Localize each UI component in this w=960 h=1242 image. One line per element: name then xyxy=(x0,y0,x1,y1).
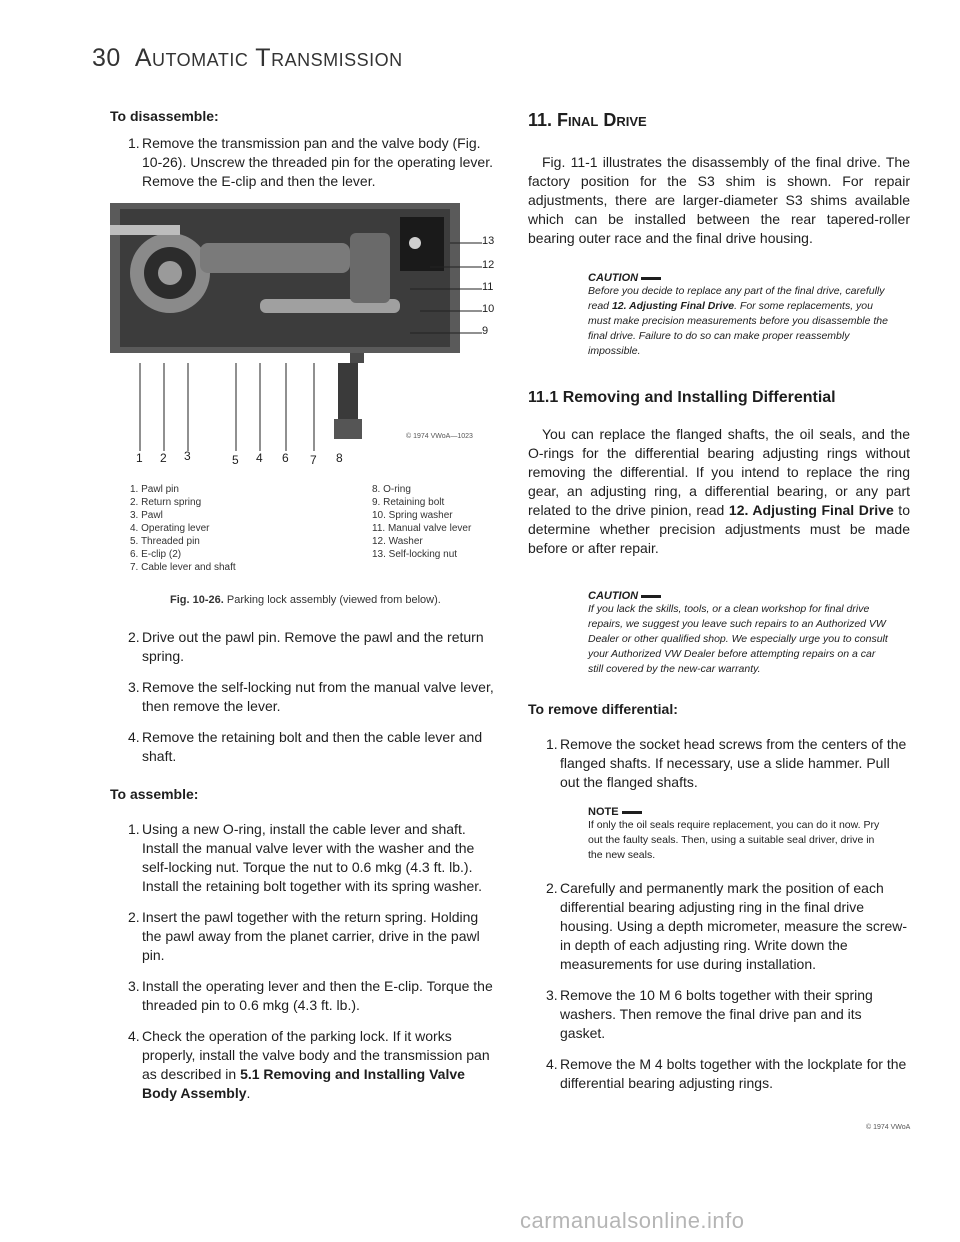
remove-differential-heading: To remove differential: xyxy=(528,701,678,717)
figure-copyright: © 1974 VWoA—1023 xyxy=(406,433,473,440)
callout-7: 7 xyxy=(310,453,317,467)
legend-item: 8. O-ring xyxy=(372,484,411,495)
legend-item: 10. Spring washer xyxy=(372,510,453,521)
page-number: 30 xyxy=(92,44,121,72)
callout-3: 3 xyxy=(184,449,191,463)
parking-lock-illustration xyxy=(110,203,500,363)
callout-9: 9 xyxy=(482,325,489,337)
caution-text: Before you decide to replace any part of the final drive, carefully read 12. Adjusting Final Drive. For some replacements, you must make precision measurements before you disassemble the final drive. Failure to do so can make proper reassembly impossible. xyxy=(588,285,888,357)
disassemble-step-2: 2. Drive out the pawl pin. Remove the pawl and the return spring. xyxy=(128,629,484,664)
callout-10: 10 xyxy=(482,303,495,315)
remove-step-3: 3. Remove the 10 M 6 bolts together with their spring washers. Then remove the final drive pan and its gasket. xyxy=(546,987,873,1041)
cross-reference: 5.1 Removing and Installing Valve Body Assembly xyxy=(142,1066,465,1101)
legend-item: 6. E-clip (2) xyxy=(130,549,182,560)
left-column xyxy=(110,108,500,1115)
note-text: If only the oil seals require replacement, you can do it now. Pry out the faulty seals. Then, using a suitable seal driver, drive in the new seals. xyxy=(588,819,880,861)
disassemble-step-4: 4. Remove the retaining bolt and then the cable lever and shaft. xyxy=(128,729,483,764)
disassemble-step-1: 1. Remove the transmission pan and the valve body (Fig. 10-26). Unscrew the threaded pin for the operating lever. Remove the E-clip and then the lever. xyxy=(128,135,493,189)
note-box xyxy=(588,806,888,863)
assemble-heading: To assemble: xyxy=(110,786,199,802)
callout-4: 4 xyxy=(256,451,263,465)
page-header xyxy=(92,44,403,73)
legend-item: 5. Threaded pin xyxy=(130,536,200,547)
legend-column-2 xyxy=(372,483,471,561)
remove-step-1: 1. Remove the socket head screws from the centers of the flanged shafts. If necessary, use a slide hammer. Pull out the flanged shafts. xyxy=(546,736,907,790)
legend-item: 3. Pawl xyxy=(130,510,163,521)
figure-lower xyxy=(110,363,500,483)
remove-step-4: 4. Remove the M 4 bolts together with the lockplate for the differential bearing adjusting rings. xyxy=(546,1056,907,1091)
figure-legend xyxy=(110,483,500,588)
legend-item: 9. Retaining bolt xyxy=(372,497,445,508)
disassemble-step-3: 3. Remove the self-locking nut from the manual valve lever, then remove the lever. xyxy=(128,679,494,714)
legend-item: 12. Washer xyxy=(372,536,423,547)
leader-lines xyxy=(110,363,500,463)
figure-parking-lock xyxy=(110,203,500,363)
remove-step-2: 2. Carefully and permanently mark the position of each differential bearing adjusting ring in the final drive housing. Using a depth micrometer, measure the screw-in depth of each adjusting ring. Write down the measurements for use during installation. xyxy=(546,880,908,972)
differential-paragraph: You can replace the flanged shafts, the oil seals, and the O-rings for the differential bearing adjusting rings without removing the differential. If you intend to replace the ring gear, an adjusting ring, a differential bearing, or any part related to the drive pinion, read 12. Adjusting Final Drive to determine whether precision adjustments must be made before or after repair. xyxy=(528,426,910,556)
caution-box-2 xyxy=(588,590,888,677)
right-column xyxy=(528,110,910,1105)
legend-item: 13. Self-locking nut xyxy=(372,549,458,560)
assemble-step-1: 1. Using a new O-ring, install the cable lever and shaft. Install the manual valve lever with the washer and the self-locking nut. Torque the nut to 0.6 mkg (4.3 ft. lb.). Install the retaining bolt together with its spring washer. xyxy=(128,821,483,894)
callout-8: 8 xyxy=(336,451,343,465)
caution-label: CAUTION xyxy=(588,590,888,602)
callout-11: 11 xyxy=(482,281,494,293)
watermark: carmanualsonline.info xyxy=(520,1208,745,1233)
assemble-step-4: 4. Check the operation of the parking lock. If it works properly, install the valve body and the transmission pan as described in 5.1 Removing and Installing Valve Body Assembly. xyxy=(128,1028,490,1101)
callout-6: 6 xyxy=(282,451,289,465)
callout-12: 12 xyxy=(482,259,495,271)
legend-item: 2. Return spring xyxy=(130,497,202,508)
subsection-title: 11.1 Removing and Installing Differential xyxy=(528,389,836,406)
final-drive-intro: Fig. 11-1 illustrates the disassembly of the final drive. The factory position for the S3 shim is shown. For repair adjustments, there are larger-diameter S3 shims available which can be installed between the rear tapered-roller bearing outer race and the final drive housing. xyxy=(528,154,910,246)
legend-column-1 xyxy=(130,483,236,574)
section-title: 11. Final Drive xyxy=(528,110,647,130)
chapter-title: Automatic Transmission xyxy=(134,44,403,72)
callout-5: 5 xyxy=(232,453,239,467)
callout-1: 1 xyxy=(136,451,143,465)
caution-text: If you lack the skills, tools, or a clean workshop for final drive repairs, we suggest you leave such repairs to an Authorized VW Dealer or other qualified shop. We especially urge you to consult your Authorized VW Dealer before attempting repairs on a car still covered by the new-car warranty. xyxy=(588,603,888,675)
callout-13: 13 xyxy=(482,235,495,247)
disassemble-heading: To disassemble: xyxy=(110,108,219,124)
callout-2: 2 xyxy=(160,451,167,465)
legend-item: 11. Manual valve lever xyxy=(372,523,472,534)
caution-label: CAUTION xyxy=(588,272,888,284)
note-label: NOTE xyxy=(588,806,888,818)
legend-item: 1. Pawl pin xyxy=(130,484,179,495)
assemble-step-2: 2. Insert the pawl together with the return spring. Holding the pawl away from the planet carrier, drive in the pawl pin. xyxy=(128,909,480,963)
page-copyright: © 1974 VWoA xyxy=(866,1124,911,1131)
figure-caption: Fig. 10-26. Parking lock assembly (viewed from below). xyxy=(170,594,441,606)
caution-box-1 xyxy=(588,272,888,359)
legend-item: 7. Cable lever and shaft xyxy=(130,562,236,573)
legend-item: 4. Operating lever xyxy=(130,523,210,534)
assemble-step-3: 3. Install the operating lever and then the E-clip. Torque the threaded pin to 0.6 mkg (4.3 ft. lb.). xyxy=(128,978,493,1013)
